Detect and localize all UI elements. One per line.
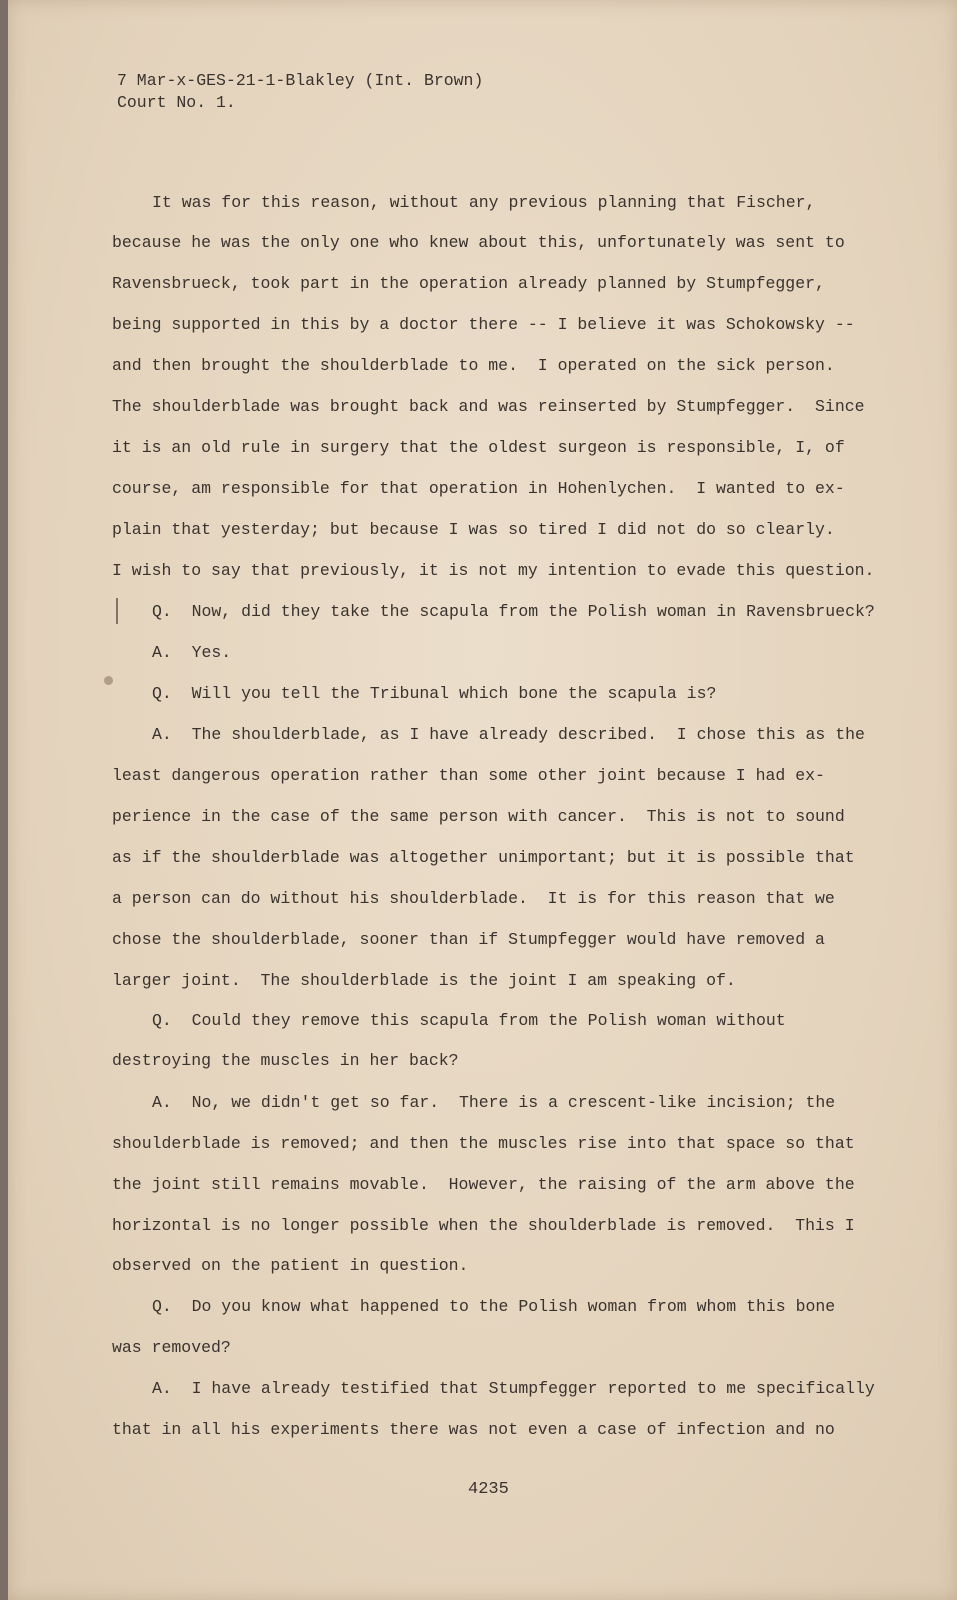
transcript-line: perience in the case of the same person with cancer. This is not to sound xyxy=(112,807,845,826)
document-page xyxy=(8,0,957,1600)
transcript-line: Q. Will you tell the Tribunal which bone the scapula is? xyxy=(152,684,717,703)
transcript-line: destroying the muscles in her back? xyxy=(112,1051,459,1070)
ink-smudge xyxy=(104,676,113,685)
transcript-line: course, am responsible for that operation in Hohenlychen. I wanted to ex- xyxy=(112,479,845,498)
transcript-line: A. I have already testified that Stumpfegger reported to me specifically xyxy=(152,1379,875,1398)
transcript-line: it is an old rule in surgery that the oldest surgeon is responsible, I, of xyxy=(112,438,845,457)
transcript-line: plain that yesterday; but because I was so tired I did not do so clearly. xyxy=(112,520,835,539)
header-court-line: Court No. 1. xyxy=(117,93,236,112)
transcript-line: least dangerous operation rather than some other joint because I had ex- xyxy=(112,766,825,785)
transcript-line: I wish to say that previously, it is not my intention to evade this question. xyxy=(112,561,875,580)
transcript-line: Ravensbrueck, took part in the operation already planned by Stumpfegger, xyxy=(112,274,825,293)
transcript-line: A. The shoulderblade, as I have already described. I chose this as the xyxy=(152,725,865,744)
transcript-line: that in all his experiments there was not even a case of infection and no xyxy=(112,1420,835,1439)
transcript-line: because he was the only one who knew about this, unfortunately was sent to xyxy=(112,233,845,252)
transcript-line: chose the shoulderblade, sooner than if Stumpfegger would have removed a xyxy=(112,930,825,949)
transcript-line: horizontal is no longer possible when the shoulderblade is removed. This I xyxy=(112,1216,855,1235)
transcript-line: larger joint. The shoulderblade is the joint I am speaking of. xyxy=(112,971,736,990)
header-case-line: 7 Mar-x-GES-21-1-Blakley (Int. Brown) xyxy=(117,71,484,90)
transcript-line: and then brought the shoulderblade to me. I operated on the sick person. xyxy=(112,356,835,375)
transcript-line: It was for this reason, without any previous planning that Fischer, xyxy=(152,193,816,212)
transcript-line: A. No, we didn't get so far. There is a crescent-like incision; the xyxy=(152,1093,836,1112)
transcript-line: A. Yes. xyxy=(152,643,232,662)
transcript-line: The shoulderblade was brought back and was reinserted by Stumpfegger. Since xyxy=(112,397,865,416)
transcript-line: shoulderblade is removed; and then the muscles rise into that space so that xyxy=(112,1134,855,1153)
margin-mark xyxy=(116,598,118,624)
transcript-line: Q. Do you know what happened to the Polish woman from whom this bone xyxy=(152,1297,836,1316)
transcript-line: being supported in this by a doctor there -- I believe it was Schokowsky -- xyxy=(112,315,855,334)
transcript-body xyxy=(8,0,957,1600)
transcript-line: a person can do without his shoulderblade. It is for this reason that we xyxy=(112,889,835,908)
transcript-line: Q. Could they remove this scapula from the Polish woman without xyxy=(152,1011,786,1030)
transcript-line: observed on the patient in question. xyxy=(112,1256,469,1275)
transcript-line: as if the shoulderblade was altogether unimportant; but it is possible that xyxy=(112,848,855,867)
page-number: 4235 xyxy=(468,1480,509,1499)
transcript-line: Q. Now, did they take the scapula from the Polish woman in Ravensbrueck? xyxy=(152,602,875,621)
transcript-line: the joint still remains movable. However, the raising of the arm above the xyxy=(112,1175,855,1194)
transcript-line: was removed? xyxy=(112,1338,231,1357)
